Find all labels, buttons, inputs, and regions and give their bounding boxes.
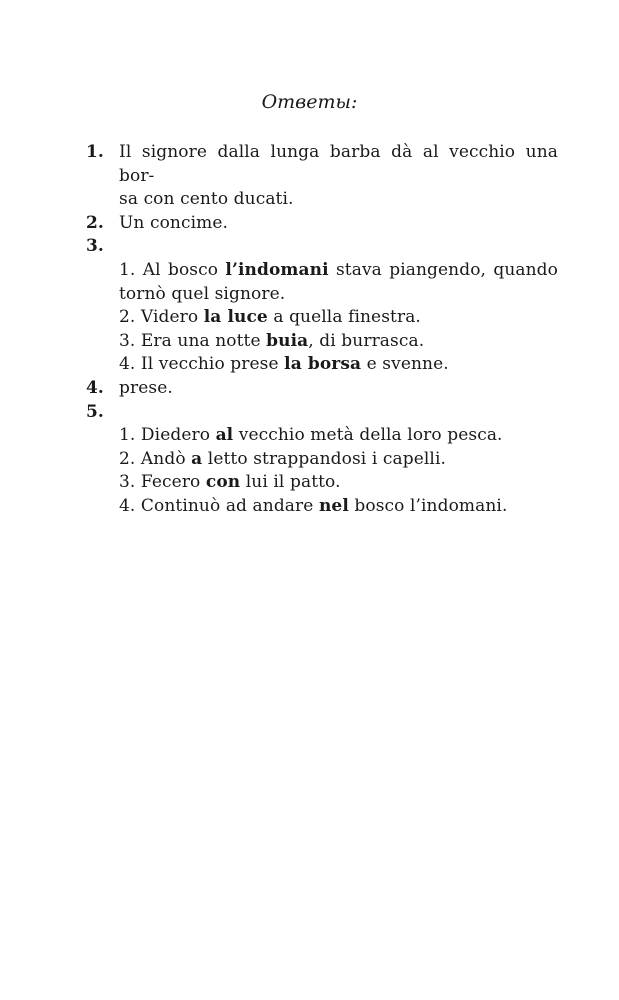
answer-3-sublist [86, 259, 558, 377]
sub-item-bold: con [205, 472, 241, 493]
sub-item-text: 4. Il vecchio prese [119, 354, 285, 375]
sub-item-bold: al [215, 425, 234, 446]
sub-item [119, 306, 558, 330]
sub-item-text: a quella finestra. [267, 307, 421, 328]
answer-text [119, 141, 558, 212]
answer-text: Un concime. [119, 212, 229, 233]
sub-item-text: 3. Era una notte [119, 330, 267, 351]
answer-item-2 [86, 212, 558, 236]
sub-item-bold: nel [318, 495, 349, 516]
sub-item-bold: la luce [203, 307, 268, 328]
answer-number: 3. [86, 236, 104, 257]
sub-item-text: 3. Fecero [119, 472, 206, 493]
answer-item-4 [86, 377, 558, 401]
answer-5-sublist [86, 424, 558, 518]
sub-item-bold: a [191, 448, 203, 469]
sub-item-text: 1. Al bosco [119, 259, 226, 280]
sub-item [119, 424, 558, 448]
sub-item-text: 1. Diedero [119, 425, 216, 446]
sub-item-text: lui il patto. [240, 472, 341, 493]
answer-text-part-2: sa con cento ducati. [119, 189, 294, 210]
sub-item-text: 4. Continuò ad andare [119, 495, 319, 516]
sub-item [119, 495, 558, 519]
answer-item-5 [86, 401, 558, 425]
answer-number: 4. [86, 377, 104, 398]
page-heading: Ответы: [261, 91, 358, 113]
answer-number: 2. [86, 212, 104, 233]
answer-text: prese. [119, 377, 173, 398]
sub-item-text: 2. Andò [119, 448, 192, 469]
answer-text-part-1: Il signore dalla lunga barba dà al vecchio una bor- [119, 142, 558, 186]
sub-item-text: , di burrasca. [308, 330, 425, 351]
sub-item-text: e svenne. [361, 354, 449, 375]
sub-item [119, 448, 558, 472]
answer-item-1 [86, 141, 558, 212]
answer-number: 5. [86, 401, 104, 422]
answers-list [86, 141, 558, 519]
sub-item-text: 2. Videro [119, 307, 204, 328]
sub-item-text: letto strappandosi i capelli. [202, 448, 447, 469]
sub-item [119, 471, 558, 495]
sub-item [119, 259, 558, 306]
sub-item-text: vecchio metà della loro pesca. [233, 425, 503, 446]
sub-item-bold: l’indomani [225, 259, 329, 280]
answer-item-3 [86, 235, 558, 259]
sub-item-bold: buia [266, 330, 309, 351]
answer-number: 1. [86, 142, 104, 162]
sub-item-text: bosco l’indomani. [348, 495, 508, 516]
sub-item [119, 330, 558, 354]
sub-item-text: stava piangendo, quando tornò quel signore. [119, 259, 558, 304]
sub-item [119, 353, 558, 377]
sub-item-bold: la borsa [284, 354, 362, 375]
